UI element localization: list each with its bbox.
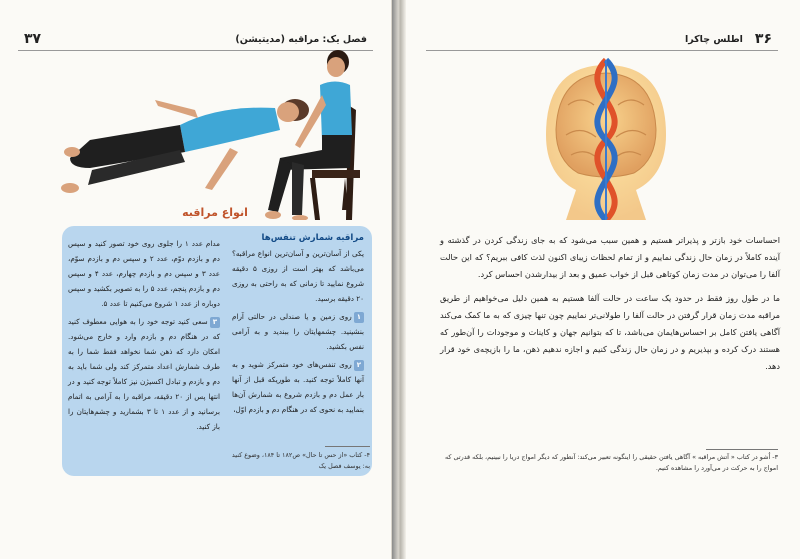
right-page-header	[426, 28, 778, 50]
left-footnote: ۴- کتاب «از حس تا حال» ص۱۸۲ تا ۱۸۴، وضوع کنید به: یوسف فصل یک	[231, 451, 370, 470]
step-3-text: سعی کنید توجه خود را به هوایی معطوف کنید که در هنگام دم و بازدم وارد و خارج می‌شود. امکان دارد که ذهن شما نخواهد فقط شما را به طرف شمارش اعداد متمرکز کند ولی شما باید به دم و بازدم و تبادل اکسیژن نیز کاملاً توجه کنید و در انتها پس از ۲۰ دقیقه، مراقبه را به آرامی به اتمام برسانید و از عدد ۱ تا ۳ بشمارید و چشم‌هایتان را باز کنید.	[68, 317, 221, 431]
paragraph-1: احساسات خود بازتر و پذیراتر هستیم و همین سبب می‌شود که به جای زندگی کردن در گذشته و آینده کاملاً در زمان حال زندگی نماییم و از تمام لحظات زیبای اکنون لذت کافی ببریم؟ که این حالت آلفا را می‌توان در مدت زمان کوتاهی قبل از خواب عمیق و بعد از بیدارشدن احساس کرد.	[440, 235, 780, 279]
left-page-header	[18, 28, 373, 50]
sitting-person-figure	[265, 50, 360, 220]
intro-paragraph: یکی از آسان‌ترین و آسان‌ترین انواع مراقبه؟ می‌باشد که بهتر است از روزی ۵ دقیقه شروع نمایید تا زمانی که به راحتی به روزی ۲۰ دقیقه برسید.	[232, 249, 364, 303]
book-title: اطلس چاکرا	[684, 33, 743, 45]
left-page	[0, 0, 392, 559]
book-gutter	[392, 0, 406, 559]
paragraph-2: ما در طول روز فقط در حدود یک ساعت در حالت آلفا هستیم به همین دلیل می‌خواهیم از طریق مراقبه مدت زمان قرار گرفتن در حالت آلفا را طولانی‌تر نماییم چون تنها چیزی که به ما کمک می‌کند آگاهی یافتن کامل بر احساس‌هایمان می‌باشد، تا که بتوانیم جهان و کاینات و موجودات را آن‌طور که هستند درک کرده و بپذیریم و در زمان حال زندگی کنیم و اجازه ندهیم ذهن، ما را بازیچه‌ی خود قرار دهد.	[440, 293, 780, 371]
meditation-poses-photo	[30, 50, 380, 220]
step-3	[68, 314, 220, 434]
step-1	[232, 309, 364, 354]
body-text	[440, 232, 780, 382]
page-number: ۳۶	[754, 31, 772, 47]
step-1-text: روی زمین و یا صندلی در حالتی آرام بنشینید. چشمهایتان را ببندید و به آرامی نفس بکشید.	[232, 312, 364, 351]
page-number: ۳۷	[24, 31, 42, 47]
step-1-number: ۱	[354, 312, 364, 323]
chakra-head-illustration	[506, 55, 706, 220]
footnote-rule	[706, 449, 778, 450]
step-2-text: روی تنفس‌های خود متمرکز شوید و به آنها کاملاً توجه کنید. به طوریکه قبل از آنها بار عمل دم و بازدم شروع به شمارش آن‌ها بنمایید به نحوی که در هنگام دم و بازدم اوّل،	[232, 360, 364, 414]
lying-person-figure	[61, 99, 309, 193]
continued-paragraph: مدام عدد ۱ را جلوی روی خود تصور کنید و سپس دم و بازدم دوّم، عدد ۲ و سپس دم و بازدم سوّم، عدد ۳ و سپس دم و بازدم چهارم، عدد ۴ و سپس دم و بازدم پنجم، عدد ۵ را به تصویر بکشید و سپس دوباره از عدد ۱ شروع می‌کنیم تا عدد ۵.	[68, 239, 221, 308]
right-page	[406, 0, 800, 559]
step-2-number: ۲	[354, 360, 364, 371]
step-2	[232, 357, 364, 417]
breath-counting-heading: مراقبه شمارش تنفس‌ها	[261, 233, 364, 243]
instructions-left-column	[68, 236, 220, 437]
right-footnote: ۳- اُشو در کتاب « آتش مراقبه » آگاهی یافتن حقیقی را اینگونه تعبیر می‌کند: آنطور که دیگر امواج دریا را نبینیم، بلکه قدرتی که امواج را به حرکت در می‌آورد را مشاهده کنیم.	[445, 453, 778, 472]
instructions-right-column	[232, 230, 364, 420]
step-3-number: ۳	[210, 317, 220, 328]
section-heading: انواع مراقبه	[182, 206, 248, 219]
header-rule	[426, 50, 778, 51]
footnote-rule	[325, 446, 370, 447]
chapter-title: فصل یک: مراقبه (مدیتیشن)	[235, 33, 367, 45]
